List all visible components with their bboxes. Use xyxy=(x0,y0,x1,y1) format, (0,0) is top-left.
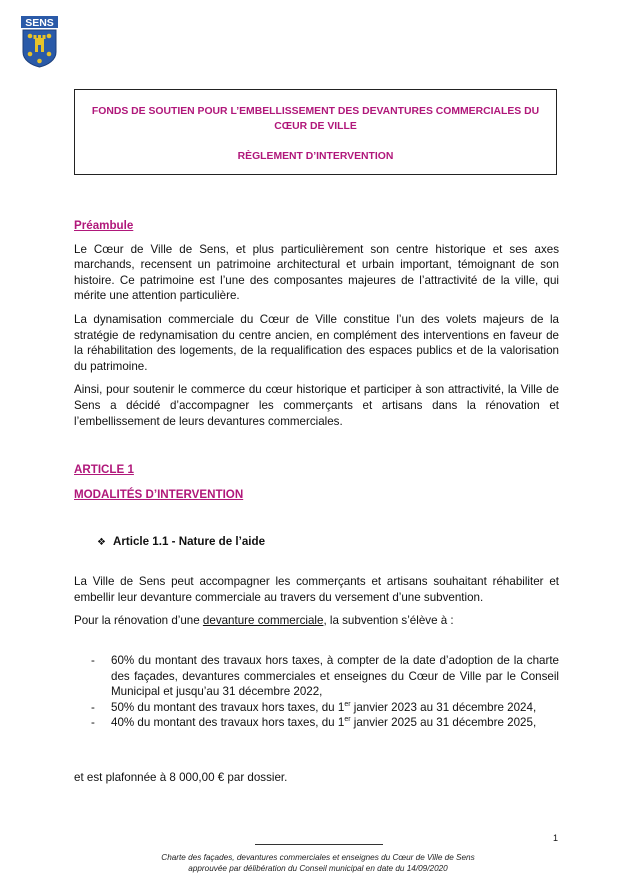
devanture-commerciale-term: devanture commerciale xyxy=(202,614,324,628)
article-1-1-title-text: Article 1.1 - Nature de l’aide xyxy=(113,535,266,548)
article-paragraph-1: La Ville de Sens peut accompagner les commerçants et artisans souhaitant réhabiliter et embellir leur devanture commerciale au travers du versement d’une subvention. xyxy=(74,575,559,604)
closing-block xyxy=(74,770,559,786)
article-paragraph-2-before: Pour la rénovation d’une xyxy=(74,614,203,628)
document-title-line2: CŒUR DE VILLE xyxy=(274,121,357,132)
article-1-1-title xyxy=(97,535,265,548)
page-number: 1 xyxy=(553,833,559,843)
sens-coat-of-arms-icon xyxy=(21,16,58,68)
dash-bullet: - xyxy=(91,654,95,667)
footer-divider xyxy=(255,844,383,845)
preambule-paragraph-2: La dynamisation commerciale du Cœur de Ville constitue l’un des volets majeurs de la stratégie de redynamisation du centre ancien, en complément des interventions en faveur de la réhabilitation des logements, de la requalification des espaces publics et de la valorisation du patrimoine. xyxy=(74,312,559,373)
dash-bullet: - xyxy=(91,716,95,730)
footer-line-1: Charte des façades, devantures commerciales et enseignes du Cœur de Ville de Sens xyxy=(161,853,475,862)
ordinal-superscript: er xyxy=(344,716,351,724)
ordinal-superscript: er xyxy=(344,700,351,708)
preambule-paragraph-3: Ainsi, pour soutenir le commerce du cœur historique et participer à son attractivité, la Ville de Sens a décidé d’accompagner les commerçants et artisans dans la rénovation et l’embellissement de leurs devantures commerciales. xyxy=(74,383,559,428)
article-paragraph-2 xyxy=(74,613,559,629)
city-logo xyxy=(21,16,58,68)
article-1-subheading: MODALITÉS D’INTERVENTION xyxy=(74,487,244,501)
dash-bullet: - xyxy=(91,700,95,714)
list-item-text-after: janvier 2023 au 31 décembre 2024, xyxy=(350,700,537,714)
document-title-line1: FONDS DE SOUTIEN POUR L’EMBELLISSEMENT DES DEVANTURES COMMERCIALES DU xyxy=(91,106,540,117)
title-box xyxy=(74,89,557,175)
article-1-heading-block xyxy=(74,462,559,502)
preambule-paragraph-1: Le Cœur de Ville de Sens, et plus particulièrement son centre historique et ses axes marchands, recensent un patrimoine architectural et urbain important, témoignant de son histoire. Ce patrimoine est l’une des composantes majeures de l’attractivité de la ville, qui mérite une attention particulière. xyxy=(74,242,559,303)
logo-text: SENS xyxy=(25,17,54,29)
article-1-heading: ARTICLE 1 xyxy=(74,463,134,476)
page-footer xyxy=(100,852,536,874)
list-item-text: 60% du montant des travaux hors taxes, à compter de la date d’adoption de la charte des façades, devantures commerciales et enseignes du Cœur de Ville par le Conseil Municipal et jusqu’au 31 décembre 2022, xyxy=(111,654,559,699)
list-item xyxy=(74,715,559,731)
list-item-text-before: 50% du montant des travaux hors taxes, du 1 xyxy=(111,700,345,714)
preambule-heading: Préambule xyxy=(74,219,134,232)
article-paragraph-2-after: , la subvention s’élève à : xyxy=(323,614,454,628)
list-item xyxy=(74,700,559,716)
list-item-text-before: 40% du montant des travaux hors taxes, du 1 xyxy=(111,716,345,730)
footer-line-2: approuvée par délibération du Conseil municipal en date du 14/09/2020 xyxy=(188,864,448,873)
list-item-text-after: janvier 2025 au 31 décembre 2025, xyxy=(350,716,537,730)
diamond-bullet-icon: ❖ xyxy=(97,537,106,548)
list-item xyxy=(74,653,559,700)
document-subtitle: RÈGLEMENT D’INTERVENTION xyxy=(237,151,394,162)
preambule-section xyxy=(74,218,559,429)
closing-sentence: et est plafonnée à 8 000,00 € par dossier. xyxy=(74,771,288,784)
article-1-1-body xyxy=(74,574,559,629)
subsidy-rate-list xyxy=(74,653,559,731)
